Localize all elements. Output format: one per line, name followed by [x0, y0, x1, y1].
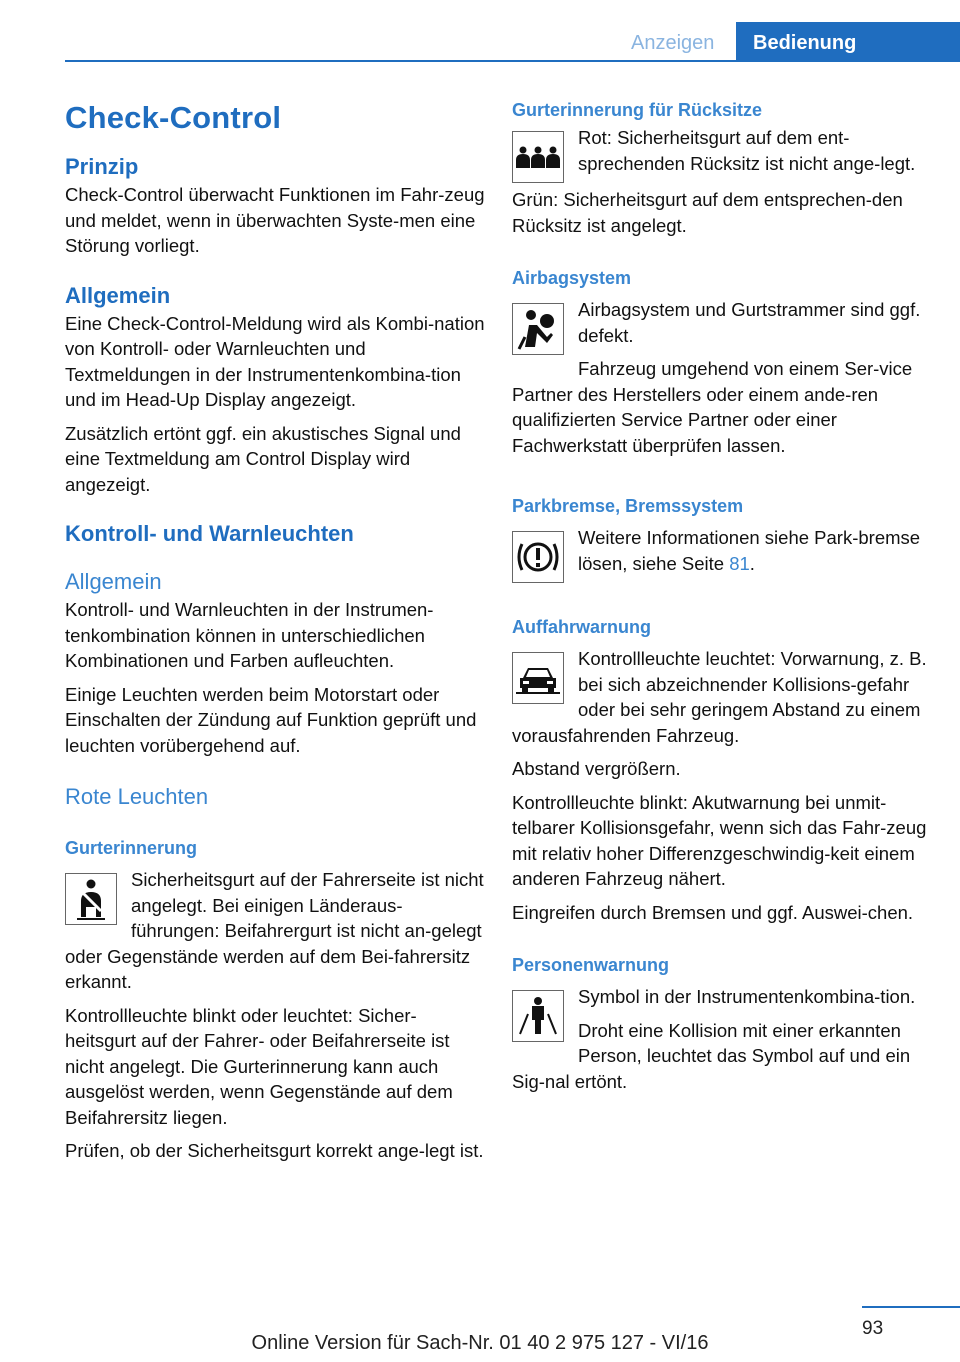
person-paragraph-1: Symbol in der Instrumentenkombina-tion.: [578, 986, 916, 1007]
brake-heading: Parkbremse, Bremssystem: [512, 496, 744, 516]
general-paragraph-2: Zusätzlich ertönt ggf. ein akustisches Signal und eine Textmeldung am Control Display wird angezeigt.: [65, 422, 461, 495]
collision-paragraph-1: Kontrollleuchte leuchtet: Vorwarnung, z. B. bei sich abzeichnender Kollisions-gefahr oder bei sehr geringem Abstand zu einem vorausfahrenden Fahrzeug.: [512, 648, 927, 746]
collision-paragraph-3: Kontrollleuchte blinkt: Akutwarnung bei unmit-telbarer Kollisionsgefahr, wenn sich das Fahr-zeug mit relativ hoher Differenzgeschwindig-keit einem anderen Fahrzeug nähert.: [512, 791, 927, 889]
brake-warning-icon: [512, 531, 564, 583]
general-heading: Allgemein: [65, 282, 171, 308]
rear-belt-heading: Gurterinnerung für Rücksitze: [512, 100, 763, 120]
airbag-heading: Airbagsystem: [512, 268, 632, 288]
brake-period: .: [749, 552, 755, 574]
header-tab-display-label[interactable]: Anzeigen: [631, 32, 715, 54]
header-tab-operation-label[interactable]: Bedienung: [753, 32, 857, 54]
footer-divider: [862, 1306, 960, 1308]
person-section: [512, 984, 932, 1094]
right-column: [512, 100, 932, 1102]
page-title: Check-Control: [65, 100, 282, 135]
seatbelt-icon: [65, 873, 117, 925]
collision-paragraph-2: Abstand vergrößern.: [512, 758, 681, 779]
airbag-paragraph-2: Fahrzeug umgehend von einem Ser-vice Partner des Herstellers oder einem ande-ren qualifizierten Service Partner oder einer Fachwerkstatt überprüfen lassen.: [512, 358, 913, 456]
rear-seatbelt-icon: [512, 131, 564, 183]
collision-heading: Auffahrwarnung: [512, 617, 651, 637]
belt-paragraph-1: Sicherheitsgurt auf der Fahrerseite ist nicht angelegt. Bei einigen Länderaus-führungen: Beifahrergurt ist nicht an-gelegt oder Gegenstände werden auf dem Bei-fahrersitz erkannt.: [65, 869, 484, 992]
pedestrian-warning-icon: [512, 990, 564, 1042]
collision-section: [512, 646, 932, 748]
page-number: 93: [862, 1318, 884, 1339]
person-paragraph-2: Droht eine Kollision mit einer erkannten Person, leuchtet das Symbol auf und ein Sig-nal ertönt.: [512, 1019, 911, 1092]
principle-heading: Prinzip: [65, 154, 139, 179]
belt-heading: Gurterinnerung: [65, 838, 198, 858]
collision-paragraph-4: Eingreifen durch Bremsen und ggf. Auswei-chen.: [512, 901, 914, 923]
brake-paragraph: Weitere Informationen siehe Park-bremse lösen, siehe Seite: [578, 527, 921, 574]
header-divider: [65, 60, 960, 62]
person-heading: Personenwarnung: [512, 955, 670, 975]
airbag-paragraph-1: Airbagsystem und Gurtstrammer sind ggf. defekt.: [578, 299, 921, 346]
belt-paragraph-3: Prüfen, ob der Sicherheitsgurt korrekt ange-legt ist.: [65, 1140, 484, 1161]
collision-warning-icon: [512, 652, 564, 704]
lights-general-heading: Allgemein: [65, 569, 162, 594]
belt-paragraph-2: Kontrollleuchte blinkt oder leuchtet: Sicher-heitsgurt auf der Fahrer- oder Beifahrerseite ist nicht angelegt. Die Gurterinnerung kann auch ausgelöst werden, wenn Gegenstände auf dem Beifahrersitz liegen.: [65, 1004, 453, 1128]
lights-heading: Kontroll- und Warnleuchten: [65, 521, 354, 546]
airbag-icon: [512, 303, 564, 355]
airbag-section: [512, 297, 932, 458]
principle-text: Check-Control überwacht Funktionen im Fahr-zeug und meldet, wenn in überwachten Syste-men eine Störung vorliegt.: [65, 184, 485, 256]
brake-section: [512, 525, 932, 581]
page-link-81[interactable]: 81: [729, 552, 750, 574]
lights-paragraph-1: Kontroll- und Warnleuchten in der Instrumen-tenkombination können in unterschiedlichen Kombinationen und Farben aufleuchten.: [65, 599, 434, 671]
rear-belt-paragraph-2: Grün: Sicherheitsgurt auf dem entsprechen-den Rücksitz ist angelegt.: [512, 189, 903, 236]
belt-section: [65, 867, 485, 995]
online-version-note: Online Version für Sach-Nr. 01 40 2 975 127 - VI/16: [251, 1332, 709, 1354]
rear-belt-section: [512, 125, 932, 181]
red-lights-heading: Rote Leuchten: [65, 784, 209, 809]
lights-paragraph-2: Einige Leuchten werden beim Motorstart oder Einschalten der Zündung auf Funktion geprüft und leuchten vorübergehend auf.: [65, 683, 477, 756]
rear-belt-paragraph-1: Rot: Sicherheitsgurt auf dem ent-sprechenden Rücksitz ist nicht ange-legt.: [578, 127, 916, 174]
left-column: [65, 100, 485, 1172]
general-paragraph-1: Eine Check-Control-Meldung wird als Kombi-nation von Kontroll- oder Warnleuchten und Textmeldungen in der Instrumentenkombina-tion und im Head-Up Display angezeigt.: [65, 312, 485, 410]
